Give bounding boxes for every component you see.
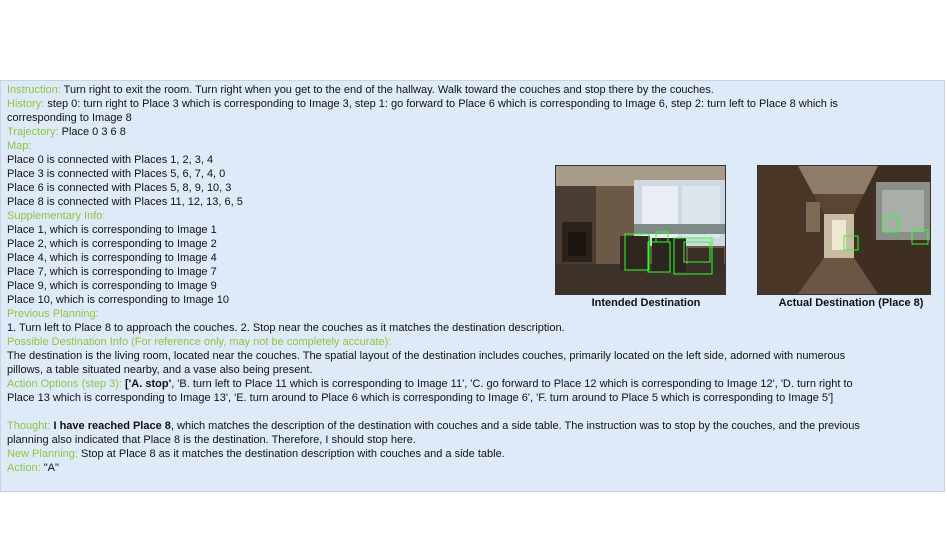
- instruction-text: Turn right to exit the room. Turn right when you get to the end of the hallway. Walk toward the couches and stop there by the couches.: [60, 84, 714, 96]
- hallway-photo: [758, 166, 930, 294]
- previous-planning-text: 1. Turn left to Place 8 to approach the couches. 2. Stop near the couches as it matches the destination description.: [7, 322, 565, 334]
- new-planning-label: New Planning:: [7, 448, 78, 460]
- thought-line-2: planning also indicated that Place 8 is the destination. Therefore, I should stop here.: [7, 434, 416, 446]
- possible-destination-label-line: [7, 335, 391, 349]
- map-line: Place 0 is connected with Places 1, 2, 3, 4: [7, 154, 214, 166]
- history-line-2: [7, 111, 132, 125]
- history-label: History:: [7, 98, 45, 110]
- supplementary-line: Place 7, which is corresponding to Image 7: [7, 266, 217, 278]
- new-planning-text: Stop at Place 8 as it matches the destination description with couches and a side table.: [77, 448, 505, 460]
- action-line: [7, 461, 59, 475]
- trajectory-text: Place 0 3 6 8: [58, 126, 126, 138]
- thought-label: Thought:: [7, 420, 51, 432]
- possible-destination-line-1: The destination is the living room, located near the couches. The spatial layout of the destination includes couches, primarily located on the left side, adorned with numerous: [7, 350, 846, 362]
- intended-destination-caption: Intended Destination: [591, 297, 701, 309]
- history-line: [7, 97, 838, 111]
- action-option-stop: ['A. stop': [121, 378, 172, 390]
- actual-destination-caption: Actual Destination (Place 8): [778, 297, 924, 309]
- supplementary-line: Place 4, which is corresponding to Image 4: [7, 252, 217, 264]
- thought-text-1: , which matches the description of the destination with couches and a side table. The instruction was to stop by the couches, and the previous: [170, 420, 860, 432]
- supplementary-line: Place 9, which is corresponding to Image 9: [7, 280, 217, 292]
- map-line: Place 6 is connected with Places 5, 8, 9, 10, 3: [7, 182, 232, 194]
- supplementary-line: Place 1, which is corresponding to Image 1: [7, 224, 217, 236]
- action-text: "A": [40, 462, 59, 474]
- thought-bold: I have reached Place 8: [50, 420, 171, 432]
- living-room-photo: [556, 166, 725, 294]
- action-options-line-1: [7, 377, 853, 391]
- supplementary-line: Place 2, which is corresponding to Image 2: [7, 238, 217, 250]
- thought-line-1: [7, 419, 860, 433]
- new-planning-line: [7, 447, 505, 461]
- supplementary-line: Place 10, which is corresponding to Image 10: [7, 294, 229, 306]
- instruction-line: [7, 83, 714, 97]
- supplementary-label-line: [7, 209, 105, 223]
- prompt-panel: [0, 80, 945, 492]
- action-options-line-2: Place 13 which is corresponding to Image 13', 'E. turn around to Place 6 which is corresponding to Image 6', 'F. turn around to Place 5 which is corresponding to Image 5']: [7, 392, 834, 404]
- map-line: Place 8 is connected with Places 11, 12, 13, 6, 5: [7, 196, 243, 208]
- action-label: Action:: [7, 462, 41, 474]
- possible-destination-label: Possible Destination Info (For reference only, may not be completely accurate):: [7, 336, 392, 348]
- previous-planning-label-line: [7, 307, 99, 321]
- map-line: Place 3 is connected with Places 5, 6, 7, 4, 0: [7, 168, 226, 180]
- supplementary-label: Supplementary Info:: [7, 210, 106, 222]
- trajectory-label: Trajectory:: [7, 126, 59, 138]
- history-text-2: corresponding to Image 8: [7, 112, 132, 124]
- history-text: step 0: turn right to Place 3 which is corresponding to Image 3, step 1: go forward to Place 6 which is corresponding to Image 6, step 2: turn left to Place 8 which is: [44, 98, 838, 110]
- action-options-label: Action Options (step 3):: [7, 378, 122, 390]
- map-label-line: [7, 139, 31, 153]
- action-options-text-1: , 'B. turn left to Place 11 which is corresponding to Image 11', 'C. go forward to Place 12 which is corresponding to Image 12', 'D. turn right to: [171, 378, 853, 390]
- instruction-label: Instruction:: [7, 84, 61, 96]
- previous-planning-label: Previous Planning:: [7, 308, 99, 320]
- trajectory-line: [7, 125, 126, 139]
- map-label: Map:: [7, 140, 32, 152]
- intended-destination-image: [555, 165, 726, 295]
- actual-destination-image: [757, 165, 931, 295]
- possible-destination-line-2: pillows, a table situated nearby, and a vase also being present.: [7, 364, 313, 376]
